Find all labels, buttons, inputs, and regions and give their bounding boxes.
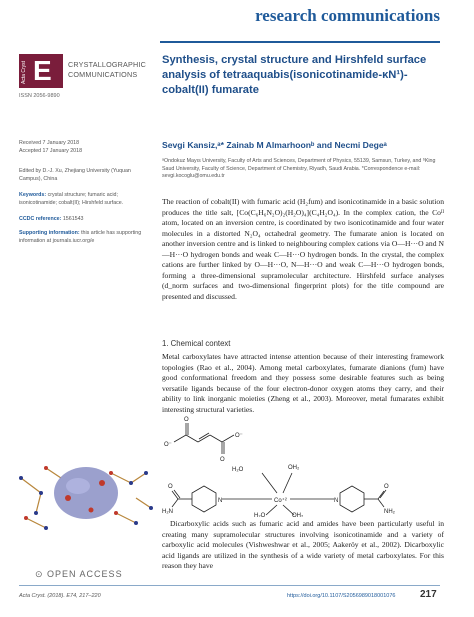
section-title: research communications <box>255 6 440 25</box>
logo-side-text: Acta Cryst <box>21 60 27 84</box>
intro-paragraph-1: Metal carboxylates have attracted intense attention because of their interesting framework topologies (Rao et al., 2004). Among metal carboxylates, fumarate dianions (fum) have good conformational freedom and they possess some desirable features such as being versatile ligands because of the four electron-donor oxygen atoms they carry, and their ability to link inorganic moieties (Zheng et al., 2003). Moreover, metal fumarates exhibit interesting structural varieties. <box>162 352 444 414</box>
page-number: 217 <box>420 589 437 600</box>
pyridine-n-right: N <box>334 498 339 504</box>
support-label: Supporting information: <box>19 230 80 236</box>
article-authors[interactable]: Sevgi Kansiz,ᵃ* Zainab M Almarhoonᵇ and Necmi Degeᵃ <box>162 140 387 150</box>
water-ligand-1: H₂O <box>232 467 244 473</box>
fumarate-o-minus-right: O⁻ <box>235 433 243 439</box>
logo-letter: E <box>33 55 52 86</box>
amide-h2n: H₂N <box>162 509 173 515</box>
amide-o-right: O <box>384 484 389 490</box>
journal-name-line1: CRYSTALLOGRAPHIC <box>68 60 147 69</box>
hirshfeld-surface-graphic <box>16 448 154 543</box>
article-title: Synthesis, crystal structure and Hirshfeld surface analysis of tetraaquabis(isonicotinamide-κN¹)-cobalt(II) fumarate <box>162 54 427 96</box>
water-ligand-3: H₂O <box>254 513 266 517</box>
support-text[interactable]: this article has supporting information at journals.iucr.org/e <box>19 230 142 244</box>
keywords-label: Keywords: <box>19 192 47 198</box>
open-access-badge[interactable] <box>35 569 123 580</box>
cobalt-complex-structure <box>162 455 444 517</box>
section-heading: 1. Chemical context <box>162 339 231 348</box>
journal-name-line2: COMMUNICATIONS <box>68 70 138 79</box>
ccdc-label: CCDC reference: <box>19 216 62 222</box>
footer-citation: Acta Cryst. (2018). E74, 217–220 <box>19 593 101 599</box>
issn: ISSN 2056-9890 <box>19 93 60 99</box>
keywords-block <box>19 192 147 207</box>
fumarate-o-bottom: O <box>220 457 225 462</box>
footer-doi-link[interactable]: https://doi.org/10.1107/S2056989018001076 <box>287 593 396 599</box>
ccdc-block <box>19 216 147 224</box>
ccdc-text: 1561543 <box>61 216 84 222</box>
intro-paragraph-2: Dicarboxylic acids such as fumaric acid and amides have been particularly useful in creating many supramolecular structures involving isonicotinamide and a variety of carboxylic acid molecules (Vishweshwar et al., 2005; Aakeröy et al., 2002). Dicarboxylic acid ligands are utilized in the synthesis of a wide variety of metal carboxylates. For this reason they have <box>162 519 444 570</box>
keywords-text: crystal structure; fumaric acid; isonicotinamide; cobalt(II); Hirshfeld surface. <box>19 192 124 206</box>
journal-logo <box>19 54 63 88</box>
page-header <box>0 0 474 48</box>
water-ligand-4: OH₂ <box>292 513 304 517</box>
header-rule <box>160 41 440 43</box>
amide-o-left: O <box>168 484 173 490</box>
footer-rule <box>19 585 440 586</box>
water-ligand-2: OH₂ <box>288 465 300 471</box>
open-access-label: OPEN ACCESS <box>47 569 123 579</box>
fumarate-o-minus-left: O⁻ <box>164 442 172 448</box>
received-dates: Received 7 January 2018 Accepted 17 January 2018 <box>19 140 83 154</box>
cobalt-center: Co⁺² <box>274 498 287 504</box>
fumarate-o-top: O <box>184 417 189 423</box>
abstract: The reaction of cobalt(II) with fumaric acid (H₂fum) and isonicotinamide in a basic solution produces the title salt, [Co(C₆H₆N₂O)₂(H₂O)₄](C₄H₂O₄). In the complex cation, the Coᴵᴵ atom, located on an inversion centre, is coordinated by two isonicotinamide and four water molecules in a distorted N₂O₄ octahedral geometry. The fumarate anion is located on another inversion centre and is linked to neighbouring complex cations via O—H···O and N—H···O hydrogen bonds and weak C—H···O hydrogen bonds. In the crystal, the complex cations are further linked by O—H···O, N—H···O and weak C—H···O hydrogen bonds, forming a three-dimensional supramolecular architecture. Hirshfeld surface analyses (d_norm surfaces and two-dimensional fingerprint plots) for the title compound are presented and discussed. <box>162 197 444 301</box>
journal-name <box>68 60 146 80</box>
support-block <box>19 230 147 245</box>
editor-note: Edited by D.-J. Xu, Zhejiang University (Yuquan Campus), China <box>19 168 131 182</box>
amide-nh2: NH₂ <box>384 509 395 515</box>
open-access-lock-icon: ⊙ <box>35 569 48 579</box>
affiliation: ᵃOndokuz Mayıs University, Faculty of Arts and Sciences, Department of Physics, 55139, Samsun, Turkey, and ᵇKing Saud University, Faculty of Science, Department of Chemistry, Riyadh, Saudi Arabia. *Correspondence e-mail: sevgi.kocoglu@omu.edu.tr <box>162 158 436 179</box>
pyridine-n-left: N <box>218 498 223 504</box>
